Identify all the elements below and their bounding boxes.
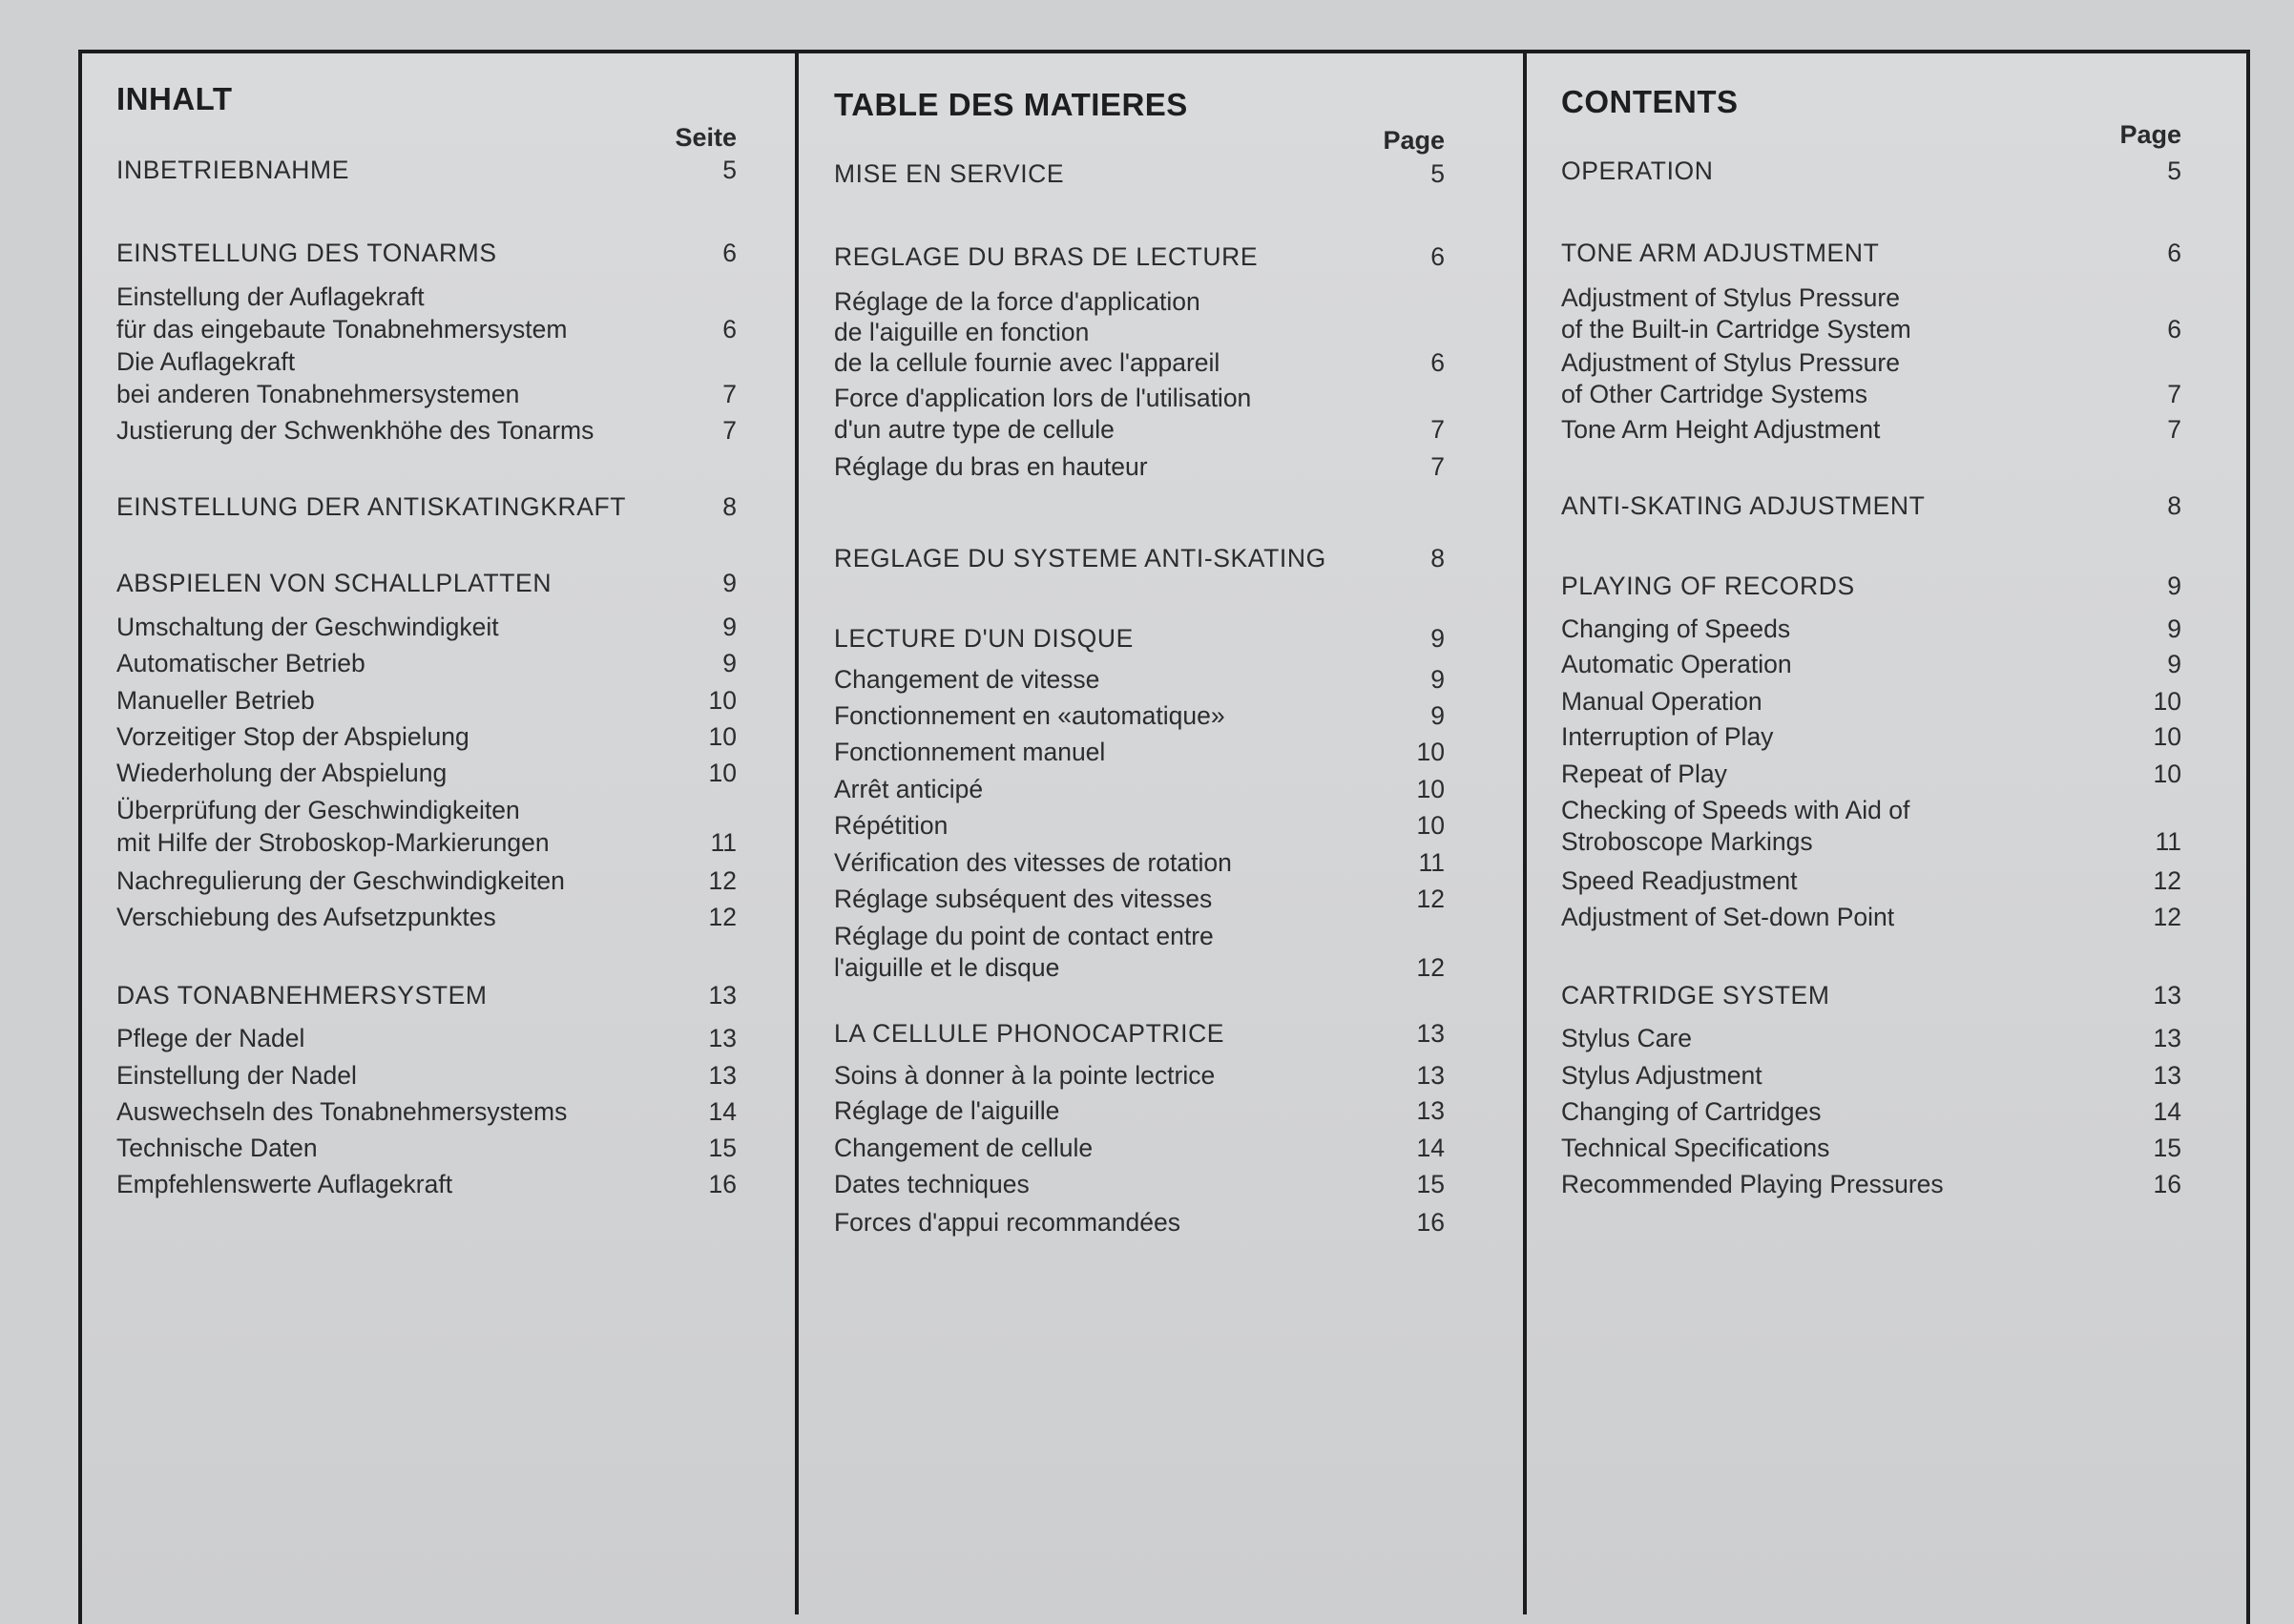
toc-section-heading: ANTI-SKATING ADJUSTMENT [1561,491,1926,520]
toc-page-number: 16 [708,1170,737,1198]
toc-entry-text: Justierung der Schwenkhöhe des Tonarms [116,416,594,445]
toc-section-heading: MISE EN SERVICE [834,159,1065,188]
toc-page-number: 13 [2153,1061,2181,1090]
toc-entry-text: Répétition [834,811,949,840]
toc-page-number: 15 [1416,1170,1445,1198]
toc-entry-text: Fonctionnement manuel [834,738,1106,766]
toc-entry-text: Die Auflagekraft [116,347,296,376]
toc-entry-text: Adjustment of Set-down Point [1561,903,1895,931]
toc-entry-text: Auswechseln des Tonabnehmersystems [116,1097,568,1126]
toc-page-number: 11 [2155,827,2181,856]
toc-page-number: 6 [1430,348,1445,377]
toc-page-number: 10 [1416,738,1445,766]
column-divider [795,50,799,1614]
toc-page-number: 9 [2167,650,2181,678]
toc-entry-text: Dates techniques [834,1170,1030,1198]
toc-page-number: 13 [708,1024,737,1052]
toc-section-heading: DAS TONABNEHMERSYSTEM [116,981,488,1010]
toc-page-number: 7 [1430,452,1445,481]
toc-entry-text: mit Hilfe der Stroboskop-Markierungen [116,828,550,857]
toc-section-heading: PLAYING OF RECORDS [1561,572,1855,600]
toc-entry-text: Automatischer Betrieb [116,649,365,677]
toc-section-heading: REGLAGE DU SYSTEME ANTI-SKATING [834,544,1326,573]
toc-page-number: 9 [1430,624,1445,653]
toc-section-heading: TONE ARM ADJUSTMENT [1561,239,1880,267]
toc-page-number: 5 [2167,156,2181,185]
toc-page-number: 8 [722,492,737,521]
toc-page-number: 13 [1416,1019,1445,1048]
toc-entry-text: Changement de cellule [834,1134,1094,1162]
toc-page-number: 7 [722,380,737,408]
toc-page-number: 13 [2153,1024,2181,1052]
toc-page-number: 6 [722,239,737,267]
toc-entry-text: Changement de vitesse [834,665,1100,694]
toc-page-number: 10 [708,759,737,787]
toc-entry-text: Soins à donner à la pointe lectrice [834,1061,1216,1090]
page-column-header: Page [1383,126,1445,155]
toc-entry-text: Speed Readjustment [1561,866,1798,895]
toc-page-number: 13 [1416,1061,1445,1090]
toc-page-number: 15 [708,1134,737,1162]
toc-page-number: 14 [1416,1134,1445,1162]
toc-entry-text: Empfehlenswerte Auflagekraft [116,1170,453,1198]
toc-entry-text: Stylus Adjustment [1561,1061,1762,1090]
toc-page-number: 11 [1418,848,1445,877]
toc-entry-text: Forces d'appui recommandées [834,1208,1180,1237]
toc-page-number: 5 [1430,159,1445,188]
toc-page-number: 6 [1430,242,1445,271]
toc-entry-text: Stroboscope Markings [1561,827,1813,856]
toc-entry-text: Arrêt anticipé [834,775,984,803]
toc-page-number: 12 [2153,903,2181,931]
toc-page-number: 7 [1430,415,1445,444]
page-column-header: Seite [675,123,737,152]
toc-entry-text: bei anderen Tonabnehmersystemen [116,380,520,408]
toc-entry-text: Fonctionnement en «automatique» [834,701,1225,730]
toc-entry-text: l'aiguille et le disque [834,953,1060,982]
toc-entry-text: Interruption of Play [1561,722,1774,751]
toc-page-number: 9 [722,649,737,677]
toc-page-number: 9 [2167,614,2181,643]
toc-entry-text: Vérification des vitesses de rotation [834,848,1232,877]
toc-entry-text: Stylus Care [1561,1024,1692,1052]
toc-entry-text: Einstellung der Nadel [116,1061,357,1090]
toc-page-number: 10 [2153,687,2181,716]
toc-entry-text: Technical Specifications [1561,1134,1830,1162]
toc-entry-text: Checking of Speeds with Aid of [1561,796,1910,824]
toc-page-number: 13 [708,1061,737,1090]
toc-entry-text: Manual Operation [1561,687,1762,716]
toc-entry-text: Recommended Playing Pressures [1561,1170,1944,1198]
column-divider [1523,50,1527,1614]
toc-page-number: 9 [722,569,737,597]
toc-page-number: 12 [2153,866,2181,895]
toc-page-number: 5 [722,156,737,184]
toc-entry-text: Réglage du bras en hauteur [834,452,1148,481]
toc-entry-text: Réglage du point de contact entre [834,922,1214,950]
toc-entry-text: de la cellule fournie avec l'appareil [834,348,1220,377]
toc-entry-text: Vorzeitiger Stop der Abspielung [116,722,469,751]
toc-entry-text: Force d'application lors de l'utilisation [834,384,1252,412]
toc-title: TABLE DES MATIERES [834,87,1188,122]
toc-page-number: 11 [710,828,737,857]
toc-entry-text: of Other Cartridge Systems [1561,380,1868,408]
toc-page-number: 15 [2153,1134,2181,1162]
toc-entry-text: Changing of Cartridges [1561,1097,1822,1126]
toc-page-number: 6 [2167,315,2181,344]
toc-page-number: 9 [1430,665,1445,694]
toc-page-number: 10 [1416,775,1445,803]
toc-entry-text: für das eingebaute Tonabnehmersystem [116,315,568,344]
page-column-header: Page [2119,120,2181,149]
toc-entry-text: d'un autre type de cellule [834,415,1115,444]
toc-entry-text: Verschiebung des Aufsetzpunktes [116,903,496,931]
toc-entry-text: Technische Daten [116,1134,318,1162]
toc-entry-text: Adjustment of Stylus Pressure [1561,283,1900,312]
toc-page-number: 8 [1430,544,1445,573]
toc-page-number: 10 [708,686,737,715]
toc-page-number: 6 [722,315,737,344]
toc-entry-text: Umschaltung der Geschwindigkeit [116,613,499,641]
toc-entry-text: Nachregulierung der Geschwindigkeiten [116,866,565,895]
toc-entry-text: Changing of Speeds [1561,614,1791,643]
toc-page-number: 7 [2167,380,2181,408]
toc-section-heading: LA CELLULE PHONOCAPTRICE [834,1019,1225,1048]
toc-entry-text: Adjustment of Stylus Pressure [1561,348,1900,377]
toc-page-number: 10 [2153,722,2181,751]
toc-entry-text: Réglage subséquent des vitesses [834,885,1213,913]
toc-page-number: 14 [708,1097,737,1126]
toc-column-french [834,50,1445,1595]
toc-page-number: 7 [2167,415,2181,444]
toc-section-heading: ABSPIELEN VON SCHALLPLATTEN [116,569,553,597]
toc-title: CONTENTS [1561,84,1739,119]
toc-page-number: 12 [708,866,737,895]
toc-section-heading: INBETRIEBNAHME [116,156,349,184]
toc-title: INHALT [116,81,233,116]
toc-entry-text: Réglage de l'aiguille [834,1096,1060,1125]
toc-section-heading: EINSTELLUNG DER ANTISKATINGKRAFT [116,492,627,521]
toc-section-heading: CARTRIDGE SYSTEM [1561,981,1830,1010]
toc-page-number: 9 [1430,701,1445,730]
toc-page-number: 8 [2167,491,2181,520]
toc-page-number: 13 [708,981,737,1010]
toc-page-number: 16 [2153,1170,2181,1198]
toc-section-heading: OPERATION [1561,156,1714,185]
toc-page-number: 13 [2153,981,2181,1010]
toc-section-heading: EINSTELLUNG DES TONARMS [116,239,497,267]
toc-page-number: 10 [1416,811,1445,840]
toc-page-number: 16 [1416,1208,1445,1237]
toc-entry-text: Pflege der Nadel [116,1024,305,1052]
toc-entry-text: Réglage de la force d'application [834,287,1200,316]
toc-entry-text: Tone Arm Height Adjustment [1561,415,1881,444]
toc-page-number: 6 [2167,239,2181,267]
toc-entry-text: Wiederholung der Abspielung [116,759,448,787]
toc-entry-text: Überprüfung der Geschwindigkeiten [116,796,520,824]
toc-column-german [116,50,737,1595]
toc-page-number: 12 [708,903,737,931]
toc-page-number: 9 [722,613,737,641]
toc-page-number: 12 [1416,953,1445,982]
toc-page-number: 14 [2153,1097,2181,1126]
toc-entry-text: Manueller Betrieb [116,686,315,715]
toc-entry-text: Einstellung der Auflagekraft [116,282,425,311]
toc-entry-text: of the Built-in Cartridge System [1561,315,1911,344]
toc-page-number: 12 [1416,885,1445,913]
toc-page-number: 13 [1416,1096,1445,1125]
toc-section-heading: LECTURE D'UN DISQUE [834,624,1134,653]
toc-entry-text: Automatic Operation [1561,650,1792,678]
toc-page-number: 10 [708,722,737,751]
toc-column-english [1561,50,2181,1595]
toc-page-number: 10 [2153,760,2181,788]
toc-entry-text: Repeat of Play [1561,760,1727,788]
toc-section-heading: REGLAGE DU BRAS DE LECTURE [834,242,1259,271]
toc-entry-text: de l'aiguille en fonction [834,318,1090,346]
toc-page-number: 7 [722,416,737,445]
toc-page-number: 9 [2167,572,2181,600]
